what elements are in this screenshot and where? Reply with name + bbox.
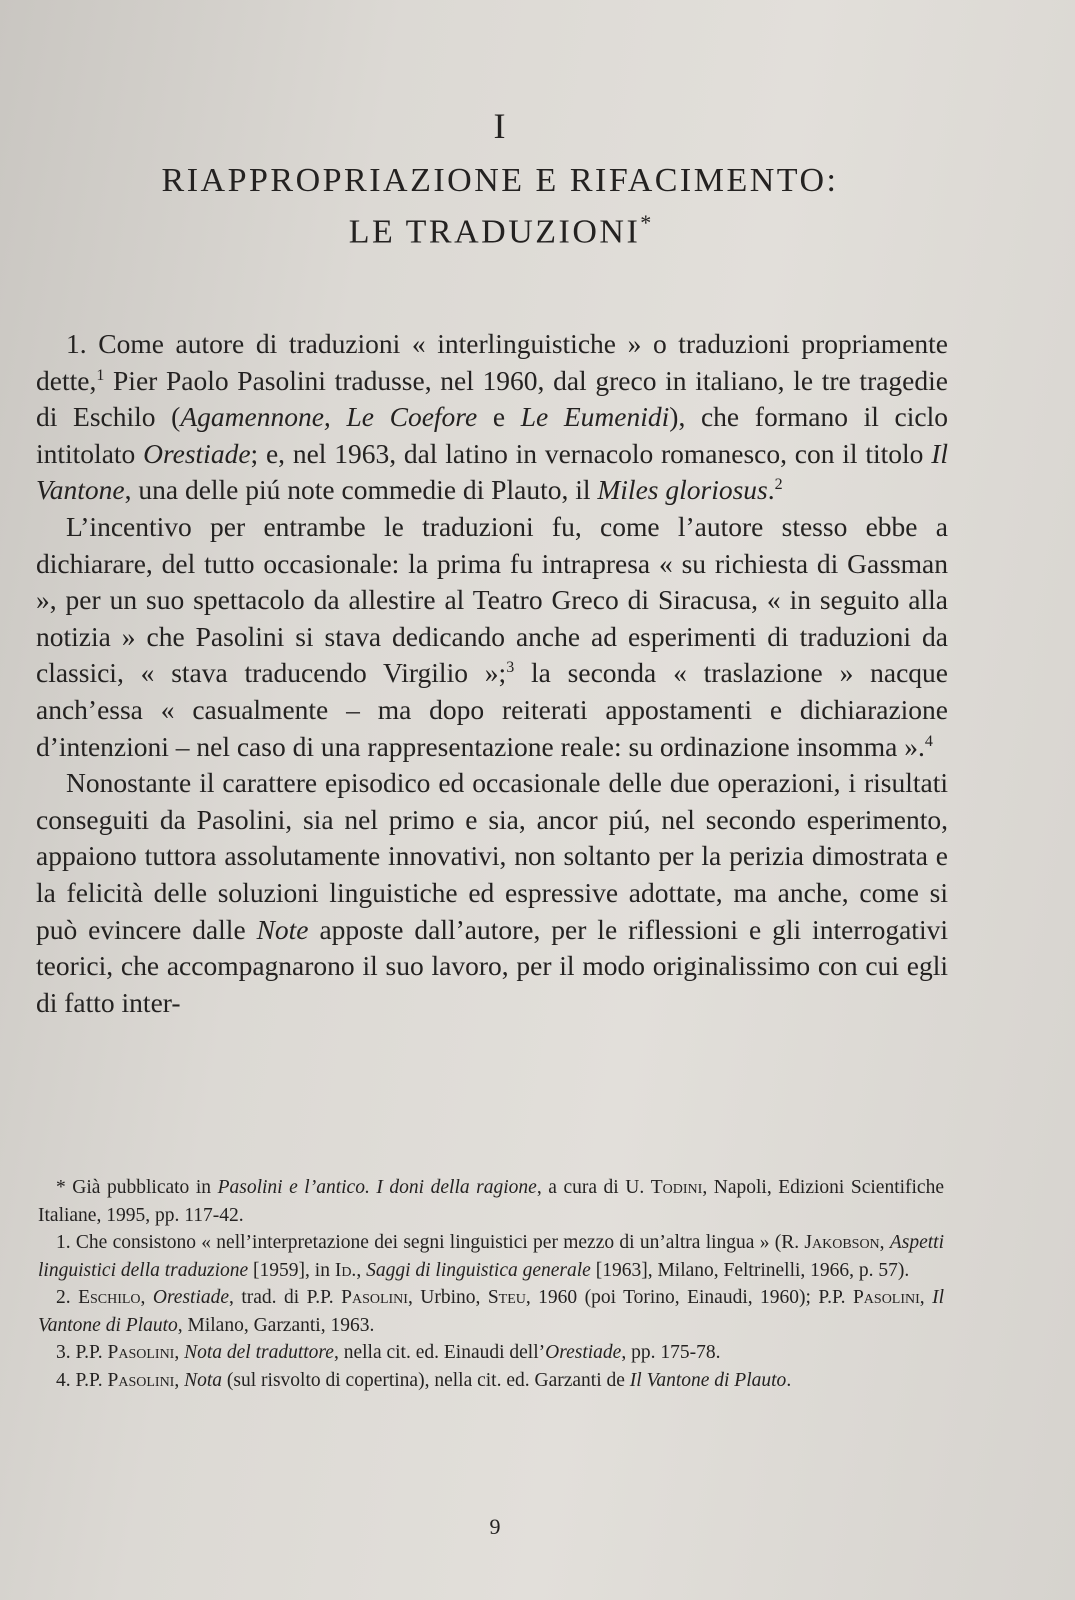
- fn4-text-b: ,: [174, 1369, 185, 1391]
- fn1-text-b: ,: [879, 1232, 890, 1253]
- p1-italic-2: Le Eumenidi: [520, 401, 670, 433]
- fn2-text-d: , Urbino,: [407, 1287, 488, 1308]
- fn2-author-3: Pasolini: [852, 1287, 920, 1308]
- fn-star-text-c: , Napoli, Edizioni Scientifiche Italiane, 1995, pp. 117-42.: [38, 1177, 944, 1226]
- fn1-italic-1: Aspetti linguistici della traduzione: [38, 1232, 944, 1281]
- p1-italic-4: Il Vantone: [36, 437, 948, 506]
- p1-text-e: ; e, nel 1963, dal latino in vernacolo romanesco, con il titolo: [250, 437, 932, 469]
- fn1-text-d: ,: [356, 1259, 367, 1281]
- p3-text-a: Nonostante il carattere episodico ed occasionale delle due operazioni, i risultati conseguiti da Pasolini, sia nel primo e sia, ancor piú, nel secondo esperimento, appaiono tuttora assolutamente innovativi, non soltanto per la perizia dimostrata e la felicità delle soluzioni linguistiche ed espressive adottate, ma anche, come si può evincere dalle: [36, 767, 948, 945]
- fn-star-text-b: , a cura di U.: [536, 1177, 651, 1198]
- p1-italic-1: Agamennone, Le Coefore: [180, 401, 478, 433]
- footnote-4: [38, 1367, 944, 1395]
- chapter-title-line-1: RIAPPROPRIAZIONE E RIFACIMENTO:: [161, 162, 839, 199]
- p3-text-b: apposte dall’autore, per le riflessioni e gli interrogativi teorici, che accompagnarono il suo lavoro, per il modo originalissimo con cui egli di fatto inter-: [36, 913, 948, 1018]
- chapter-title: [0, 160, 1000, 253]
- fn4-author: Pasolini: [107, 1369, 175, 1391]
- footnote-1: [38, 1229, 944, 1284]
- fn2-italic-2: Il Vantone di Plauto: [38, 1287, 945, 1336]
- fn4-italic-2: Il Vantone di Plauto: [629, 1369, 787, 1391]
- chapter-title-footnote-mark: *: [640, 210, 652, 235]
- fn2-italic-1: Orestiade: [152, 1287, 230, 1308]
- fn1-text-e: [1963], Milano, Feltrinelli, 1966, p. 57).: [590, 1259, 910, 1281]
- footnote-ref-4: 4: [924, 732, 933, 750]
- fn2-text-b: ,: [140, 1287, 153, 1308]
- footnote-2: [38, 1284, 944, 1339]
- fn1-text-c: [1959], in: [248, 1259, 335, 1281]
- footnote-ref-1: 1: [96, 366, 105, 384]
- fn-star-text-a: * Già pubblicato in: [56, 1177, 218, 1198]
- fn4-text-d: .: [786, 1369, 792, 1391]
- fn2-text-g: , Milano, Garzanti, 1963.: [177, 1314, 375, 1336]
- fn4-text-c: (sul risvolto di copertina), nella cit. ed. Garzanti de: [222, 1369, 630, 1391]
- p1-text-d: ), che formano il ciclo intitolato: [36, 401, 948, 469]
- fn4-text-a: 4. P.P.: [56, 1369, 108, 1391]
- p1-italic-3: Orestiade: [143, 437, 251, 469]
- fn1-italic-2: Saggi di linguistica generale: [366, 1259, 591, 1281]
- p3-italic-1: Note: [256, 913, 309, 945]
- p1-text-c: e: [477, 401, 521, 433]
- chapter-number: I: [493, 106, 507, 146]
- p1-text-b: Pier Paolo Pasolini tradusse, nel 1960, dal greco in italiano, le tre tragedie di Eschilo (: [36, 364, 948, 433]
- fn2-text-a: 2.: [56, 1287, 79, 1308]
- p1-text-a: 1. Come autore di traduzioni « interlinguistiche » o traduzioni propriamente dette,: [36, 328, 948, 396]
- fn3-author: Pasolini: [107, 1342, 175, 1363]
- fn3-italic-1: Nota del traduttore: [184, 1342, 334, 1363]
- fn3-text-d: , pp. 175-78.: [621, 1342, 721, 1363]
- fn1-author-1: Jakobson: [804, 1232, 880, 1253]
- p1-text-f: , una delle piú note commedie di Plauto, il: [124, 474, 598, 506]
- fn2-text-c: , trad. di P.P.: [229, 1287, 342, 1308]
- fn1-author-2: Id.: [334, 1259, 357, 1281]
- paragraph-1: [36, 326, 948, 509]
- p1-italic-5: Miles gloriosus: [597, 474, 768, 506]
- p2-text-a: L’incentivo per entrambe le traduzioni fu, come l’autore stesso ebbe a dichiarare, del tutto occasionale: la prima fu intrapresa « su richiesta di Gassman », per un suo spettacolo da allestire al Teatro Greco di Siracusa, « in seguito alla notizia » che Pasolini si stava dedicando anche ad esperimenti di traduzioni da classici, « stava traducendo Virgilio »;: [36, 510, 948, 689]
- body-text: [36, 326, 948, 1021]
- footnotes: [38, 1174, 944, 1394]
- chapter-title-line-2: [0, 202, 1000, 253]
- footnote-star: [38, 1174, 944, 1229]
- fn3-text-b: ,: [174, 1342, 185, 1363]
- p2-text-b: la seconda « traslazione » nacque anch’essa « casualmente – ma dopo reiterati appostamenti e dichiarazione d’intenzioni – nel caso di una rappresentazione reale: su ordinazione insomma ».: [36, 657, 949, 762]
- footnote-ref-2: 2: [774, 476, 783, 494]
- p1-text-g: .: [767, 474, 775, 506]
- fn-star-author: Todini: [650, 1177, 703, 1198]
- fn1-text-a: 1. Che consistono « nell’interpretazione dei segni linguistici per mezzo di un’altra lingua » (R.: [56, 1232, 805, 1253]
- fn2-text-e: , 1960 (poi Torino, Einaudi, 1960); P.P.: [525, 1287, 853, 1308]
- footnote-3: [38, 1339, 944, 1367]
- chapter-title-line-2-text: LE TRADUZIONI: [348, 213, 641, 251]
- fn3-text-c: , nella cit. ed. Einaudi dell’: [333, 1342, 546, 1363]
- fn2-publisher: Steu: [487, 1287, 526, 1308]
- fn2-author-1: Eschilo: [78, 1287, 141, 1308]
- fn3-text-a: 3. P.P.: [56, 1342, 108, 1363]
- fn4-italic-1: Nota: [184, 1369, 223, 1391]
- fn-star-italic-1: Pasolini e l’antico. I doni della ragione: [217, 1177, 537, 1198]
- footnote-ref-3: 3: [506, 659, 515, 677]
- fn3-italic-2: Orestiade: [545, 1342, 622, 1363]
- fn2-text-f: ,: [919, 1287, 933, 1308]
- fn2-author-2: Pasolini: [341, 1287, 408, 1308]
- paragraph-3: [36, 765, 948, 1021]
- page-number: 9: [489, 1514, 501, 1539]
- paragraph-2: [36, 509, 948, 765]
